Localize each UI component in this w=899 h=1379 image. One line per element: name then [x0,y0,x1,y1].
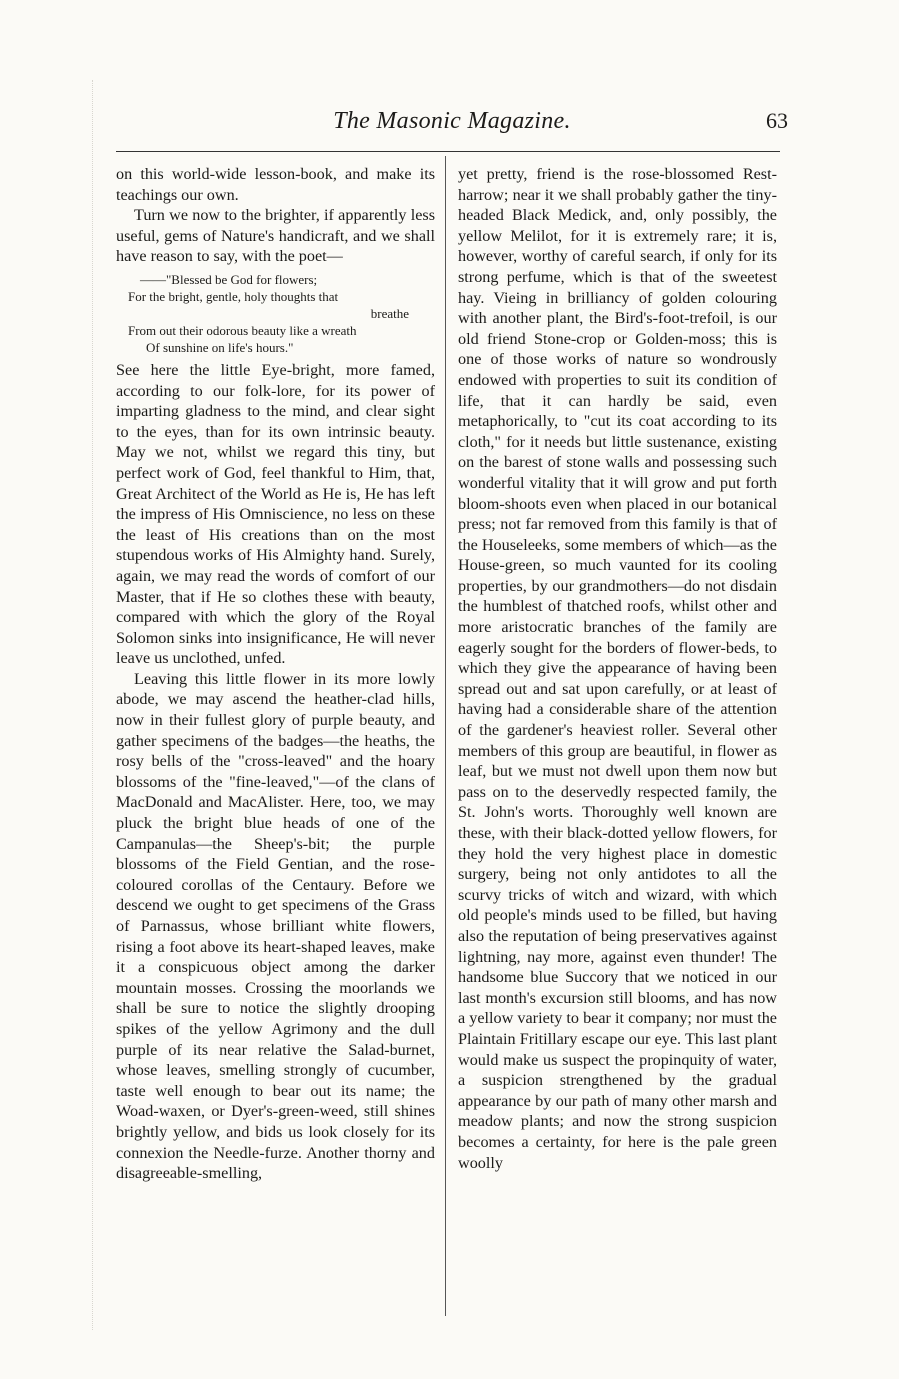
paragraph: Leaving this little flower in its more lowly abode, we may ascend the heather-clad hills, now in their fullest glory of purple beauty, and gather specimens of the badges—the heaths, the rosy bells of the "cross-leaved" and the hoary blossoms of the "fine-leaved,"—of the clans of MacDonald and MacAlister. Here, too, we may pluck the bright blue heads of one of the Campanulas—the Sheep's-bit; the purple blossoms of the Field Gentian, and the rose-coloured corollas of the Centaury. Before we descend we ought to get specimens of the Grass of Parnassus, whose brilliant white flowers, rising a foot above its heart-shaped leaves, make it a conspicuous object among the darker mountain mosses. Crossing the moorlands we shall be sure to notice the slightly drooping spikes of the yellow Agrimony and the dull purple of its near relative the Salad-burnet, whose leaves, smelling strongly of cucumber, taste well enough to bear out its name; the Woad-waxen, or Dyer's-green-weed, still shines brightly yellow, and bids us look closely for its connexion the Needle-furze. Another thorny and disagreeable-smelling, [116,669,435,1183]
verse-line: Of sunshine on life's hours." [146,339,294,355]
page-title: The Masonic Magazine. [333,108,571,134]
binding-gutter [92,80,93,1330]
paragraph: on this world-wide lesson-book, and make its teachings our own. [116,165,435,204]
running-head [116,104,788,140]
verse-line: For the bright, gentle, holy thoughts that [128,288,339,304]
verse-line: breathe [370,305,409,321]
verse-line: From out their odorous beauty like a wreath [128,322,357,338]
column-divider [445,156,446,1316]
left-column [116,164,435,1184]
page-number: 63 [766,108,788,133]
verse-line: ——"Blessed be God for flowers; [140,271,318,287]
verse-quotation [116,271,435,356]
paragraph: See here the little Eye-bright, more famed, according to our folk-lore, for its power of imparting gladness to the mind, and clear sight to the eyes, than for its own intrinsic beauty. May we not, whilst we regard this tiny, but perfect work of God, feel thankful to Him, that, Great Architect of the World as He is, He has left the impress of His Omniscience, no less on these the least of His creations than on the most stupendous works of His Almighty hand. Surely, again, we may read the words of comfort of our Master, that if He so clothes these with beauty, compared with which the glory of the Royal Solomon sinks into insignificance, He will never leave us unclothed, unfed. [116,360,435,668]
paragraph: Turn we now to the brighter, if apparently less useful, gems of Nature's handicraft, and we shall have reason to say, with the poet— [116,206,435,266]
right-column [458,164,777,1173]
paragraph: yet pretty, friend is the rose-blossomed Rest-harrow; near it we shall probably gather the tiny-headed Black Medick, and, only possibly, the yellow Melilot, for it is extremely rare; it is, however, worthy of careful search, if only for its strong perfume, which is that of the sweetest hay. Vieing in brilliancy of golden colouring with another plant, the Bird's-foot-trefoil, is our old friend Stone-crop or Golden-moss; this is one of those works of nature so wondrously endowed with properties to suit its condition of life, that it can hardly be said, even metaphorically, to "cut its coat according to its cloth," for it needs but little sustenance, existing on the barest of stone walls and possessing such wonderful vitality that it will grow and put forth bloom-shoots even when placed in our botanical press; not far removed from this family is that of the Houseleeks, some members of which—as the House-green, so much vaunted for its cooling properties, by our grandmothers—do not disdain the humblest of thatched roofs, whilst other and more aristocratic branches of the family are eagerly sought for the borders of flower-beds, to which they give the appearance of having been spread out and sat upon carefully, or at least of having had a considerable share of the attention of the gardener's heaviest roller. Several other members of this group are beautiful, in flower as leaf, but we must not dwell upon them now but pass on to the deservedly respected family, the St. John's worts. Thoroughly well known are these, with their black-dotted yellow flowers, for they hold the very highest place in domestic surgery, being not only antidotes to all the scurvy tricks of witch and wizard, with which old people's minds used to be filled, but having also the reputation of being preservatives against lightning, nay more, against even thunder! The handsome blue Succory that we noticed in our last month's excursion still blooms, and has now a yellow variety to bear it company; nor must the Plaintain Fritillary escape our eye. This last plant would make us suspect the propinquity of water, a suspicion strengthened by the gradual appearance by our path of many other marsh and meadow plants; and now the strong suspicion becomes a certainty, for here is the pale green woolly [458,165,777,1172]
header-rule [116,151,780,152]
